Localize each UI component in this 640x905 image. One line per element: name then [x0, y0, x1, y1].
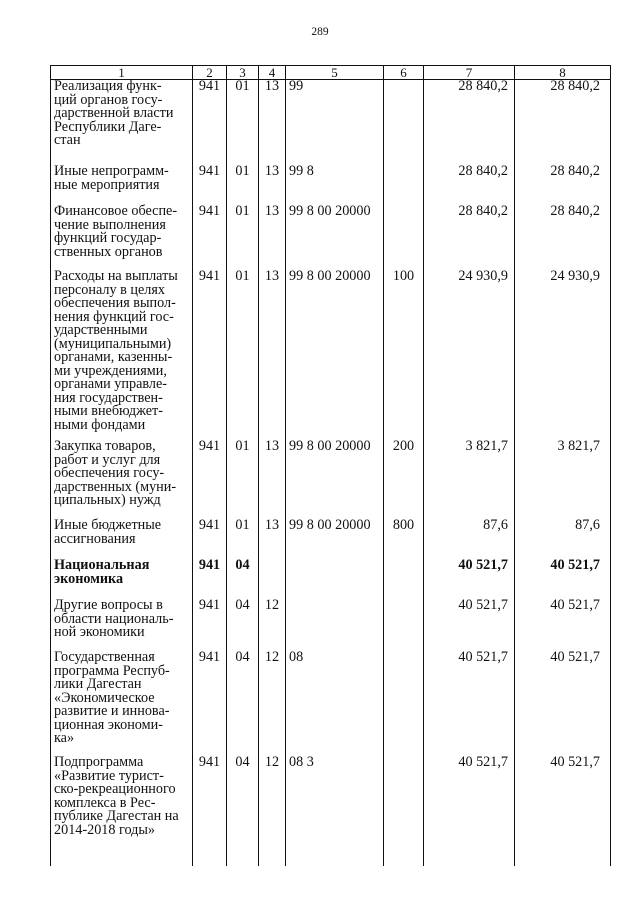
row-grbs-text: 941 — [198, 163, 221, 179]
row-section-text: 04 — [235, 754, 250, 770]
table-row — [51, 651, 611, 756]
row-name-text: Государственная программа Респуб- лики Дагестан «Экономическое развитие и иннова- ционная экономи- ка» — [54, 649, 170, 746]
row-target-article-cell — [286, 80, 384, 166]
row-amount-1-text: 28 840,2 — [458, 78, 508, 94]
page-number: 289 — [311, 26, 329, 38]
row-amount-2-text: 40 521,7 — [550, 597, 600, 613]
row-grbs-text: 941 — [198, 438, 221, 454]
row-section-cell — [227, 440, 259, 519]
row-subsection-cell — [259, 519, 286, 559]
col-header-section: 3 — [227, 66, 259, 80]
row-amount-1-text: 40 521,7 — [458, 597, 508, 613]
col-header-name: 1 — [51, 66, 193, 80]
row-amount-2-text: 28 840,2 — [550, 203, 600, 219]
row-subsection-cell — [259, 440, 286, 519]
row-subsection-cell — [259, 80, 286, 166]
row-expense-type-cell — [384, 270, 424, 440]
row-section-text: 01 — [235, 268, 250, 284]
row-subsection-cell — [259, 270, 286, 440]
row-grbs-cell — [193, 165, 227, 205]
row-grbs-text: 941 — [198, 203, 221, 219]
row-section-cell — [227, 165, 259, 205]
row-amount-1-cell — [424, 651, 515, 756]
col-header-subsection: 4 — [259, 66, 286, 80]
row-expense-type-cell — [384, 559, 424, 599]
row-grbs-cell — [193, 651, 227, 756]
row-subsection-text: 13 — [264, 268, 280, 284]
row-grbs-text: 941 — [198, 597, 221, 613]
row-section-cell — [227, 80, 259, 166]
row-subsection-text: 12 — [264, 754, 280, 770]
row-amount-2-cell — [515, 599, 611, 651]
row-amount-2-cell — [515, 519, 611, 559]
row-amount-2-text: 40 521,7 — [550, 754, 600, 770]
row-target-article-cell — [286, 205, 384, 270]
row-section-text: 04 — [235, 649, 250, 665]
row-expense-type-cell — [384, 519, 424, 559]
row-grbs-text: 941 — [198, 649, 221, 665]
table-row — [51, 165, 611, 205]
table-row — [51, 756, 611, 866]
table-row — [51, 205, 611, 270]
row-name-cell — [51, 559, 193, 599]
row-expense-type-text: 100 — [392, 268, 415, 284]
row-amount-2-text: 3 821,7 — [557, 438, 600, 454]
row-amount-1-cell — [424, 270, 515, 440]
row-expense-type-text: 800 — [392, 517, 415, 533]
row-amount-2-cell — [515, 205, 611, 270]
row-expense-type-cell — [384, 205, 424, 270]
row-target-article-cell — [286, 756, 384, 866]
row-amount-1-cell — [424, 599, 515, 651]
row-grbs-text: 941 — [198, 78, 221, 94]
row-amount-2-cell — [515, 559, 611, 599]
row-expense-type-cell — [384, 599, 424, 651]
col-header-grbs: 2 — [193, 66, 227, 80]
row-amount-2-cell — [515, 270, 611, 440]
row-name-text: Расходы на выплаты персоналу в целях обеспечения выпол- нения функций гос- ударственными (муниципальными) органами, казенны- ми учреждениями, органами управле- ния государствен- ными внебюджет- ными фондами — [54, 268, 178, 433]
col-header-amount-2: 8 — [515, 66, 611, 80]
col-header-expense-type: 6 — [384, 66, 424, 80]
row-name-text: Реализация функ- ций органов госу- дарственной власти Республики Даге- стан — [54, 78, 174, 148]
row-amount-1-cell — [424, 440, 515, 519]
row-grbs-cell — [193, 519, 227, 559]
row-target-article-text: 99 8 00 20000 — [289, 268, 371, 284]
row-section-cell — [227, 599, 259, 651]
row-name-text: Иные бюджетные ассигнования — [54, 517, 162, 547]
row-subsection-cell — [259, 651, 286, 756]
row-section-text: 04 — [235, 557, 250, 573]
row-name-text: Национальная экономика — [54, 557, 150, 587]
row-name-cell — [51, 80, 193, 166]
row-name-cell — [51, 270, 193, 440]
row-target-article-text: 08 — [289, 649, 304, 665]
row-amount-2-text: 40 521,7 — [550, 557, 600, 573]
row-grbs-cell — [193, 559, 227, 599]
row-subsection-text: 13 — [264, 203, 280, 219]
row-target-article-cell — [286, 519, 384, 559]
row-section-cell — [227, 205, 259, 270]
row-target-article-text: 99 8 00 20000 — [289, 203, 371, 219]
row-expense-type-cell — [384, 440, 424, 519]
row-grbs-text: 941 — [198, 517, 221, 533]
table-body — [51, 80, 611, 867]
row-subsection-text: 13 — [264, 78, 280, 94]
table-row — [51, 519, 611, 559]
row-section-cell — [227, 756, 259, 866]
row-target-article-cell — [286, 440, 384, 519]
row-expense-type-cell — [384, 756, 424, 866]
row-subsection-cell — [259, 756, 286, 866]
table-row — [51, 559, 611, 599]
row-section-text: 01 — [235, 78, 250, 94]
row-amount-1-text: 40 521,7 — [458, 649, 508, 665]
row-section-cell — [227, 519, 259, 559]
row-target-article-cell — [286, 270, 384, 440]
row-amount-1-cell — [424, 165, 515, 205]
row-name-text: Закупка товаров, работ и услуг для обеспечения госу- дарственных (муни- ципальных) нужд — [54, 438, 177, 508]
row-section-cell — [227, 270, 259, 440]
row-subsection-text: 12 — [264, 649, 280, 665]
row-amount-2-text: 28 840,2 — [550, 163, 600, 179]
table-row — [51, 80, 611, 166]
row-amount-1-text: 28 840,2 — [458, 203, 508, 219]
row-amount-1-text: 28 840,2 — [458, 163, 508, 179]
row-amount-2-cell — [515, 80, 611, 166]
row-section-cell — [227, 559, 259, 599]
col-header-amount-1: 7 — [424, 66, 515, 80]
row-grbs-text: 941 — [198, 268, 221, 284]
row-name-cell — [51, 599, 193, 651]
row-amount-1-text: 40 521,7 — [458, 754, 508, 770]
row-subsection-text: 12 — [264, 597, 280, 613]
row-target-article-cell — [286, 165, 384, 205]
row-grbs-text: 941 — [198, 754, 221, 770]
row-section-text: 04 — [235, 597, 250, 613]
row-target-article-cell — [286, 559, 384, 599]
row-target-article-text: 99 8 00 20000 — [289, 517, 371, 533]
col-header-target-article: 5 — [286, 66, 384, 80]
row-name-text: Иные непрограмм- ные мероприятия — [54, 163, 169, 193]
row-subsection-cell — [259, 205, 286, 270]
row-section-text: 01 — [235, 438, 250, 454]
row-amount-2-text: 40 521,7 — [550, 649, 600, 665]
row-amount-1-text: 87,6 — [483, 517, 508, 533]
row-amount-1-text: 24 930,9 — [458, 268, 508, 284]
budget-table — [50, 65, 611, 866]
row-grbs-cell — [193, 756, 227, 866]
row-grbs-cell — [193, 599, 227, 651]
table-row — [51, 440, 611, 519]
row-amount-2-text: 24 930,9 — [550, 268, 600, 284]
row-amount-2-cell — [515, 440, 611, 519]
row-name-cell — [51, 756, 193, 866]
row-name-cell — [51, 165, 193, 205]
row-subsection-text: 13 — [264, 517, 280, 533]
row-amount-1-cell — [424, 519, 515, 559]
row-target-article-text: 99 8 00 20000 — [289, 438, 371, 454]
row-section-cell — [227, 651, 259, 756]
row-section-text: 01 — [235, 203, 250, 219]
row-target-article-text: 99 — [289, 78, 304, 94]
row-expense-type-text: 200 — [392, 438, 415, 454]
row-subsection-text: 13 — [264, 438, 280, 454]
row-grbs-cell — [193, 80, 227, 166]
row-name-text: Другие вопросы в области националь- ной экономики — [54, 597, 174, 640]
row-name-cell — [51, 205, 193, 270]
row-target-article-text: 08 3 — [289, 754, 314, 770]
row-subsection-cell — [259, 599, 286, 651]
row-name-cell — [51, 440, 193, 519]
row-amount-1-cell — [424, 559, 515, 599]
row-target-article-text: 99 8 — [289, 163, 314, 179]
row-target-article-cell — [286, 651, 384, 756]
row-grbs-cell — [193, 270, 227, 440]
row-amount-1-cell — [424, 80, 515, 166]
row-expense-type-cell — [384, 651, 424, 756]
row-amount-1-cell — [424, 205, 515, 270]
row-name-text: Финансовое обеспе- чение выполнения функций государ- ственных органов — [54, 203, 178, 260]
row-name-cell — [51, 651, 193, 756]
row-expense-type-cell — [384, 80, 424, 166]
row-name-cell — [51, 519, 193, 559]
row-subsection-cell — [259, 165, 286, 205]
row-amount-1-text: 3 821,7 — [465, 438, 508, 454]
row-name-text: Подпрограмма «Развитие турист- ско-рекреационного комплекса в Рес- публике Дагестан на 2014-2018 годы» — [54, 754, 179, 838]
row-amount-2-text: 28 840,2 — [550, 78, 600, 94]
row-grbs-cell — [193, 205, 227, 270]
table-row — [51, 270, 611, 440]
row-amount-2-cell — [515, 651, 611, 756]
row-target-article-cell — [286, 599, 384, 651]
row-amount-2-text: 87,6 — [575, 517, 600, 533]
row-grbs-text: 941 — [198, 557, 221, 573]
row-amount-1-cell — [424, 756, 515, 866]
row-expense-type-cell — [384, 165, 424, 205]
row-amount-2-cell — [515, 756, 611, 866]
row-section-text: 01 — [235, 163, 250, 179]
row-subsection-cell — [259, 559, 286, 599]
row-amount-1-text: 40 521,7 — [458, 557, 508, 573]
row-section-text: 01 — [235, 517, 250, 533]
row-amount-2-cell — [515, 165, 611, 205]
table-row — [51, 599, 611, 651]
row-subsection-text: 13 — [264, 163, 280, 179]
row-grbs-cell — [193, 440, 227, 519]
